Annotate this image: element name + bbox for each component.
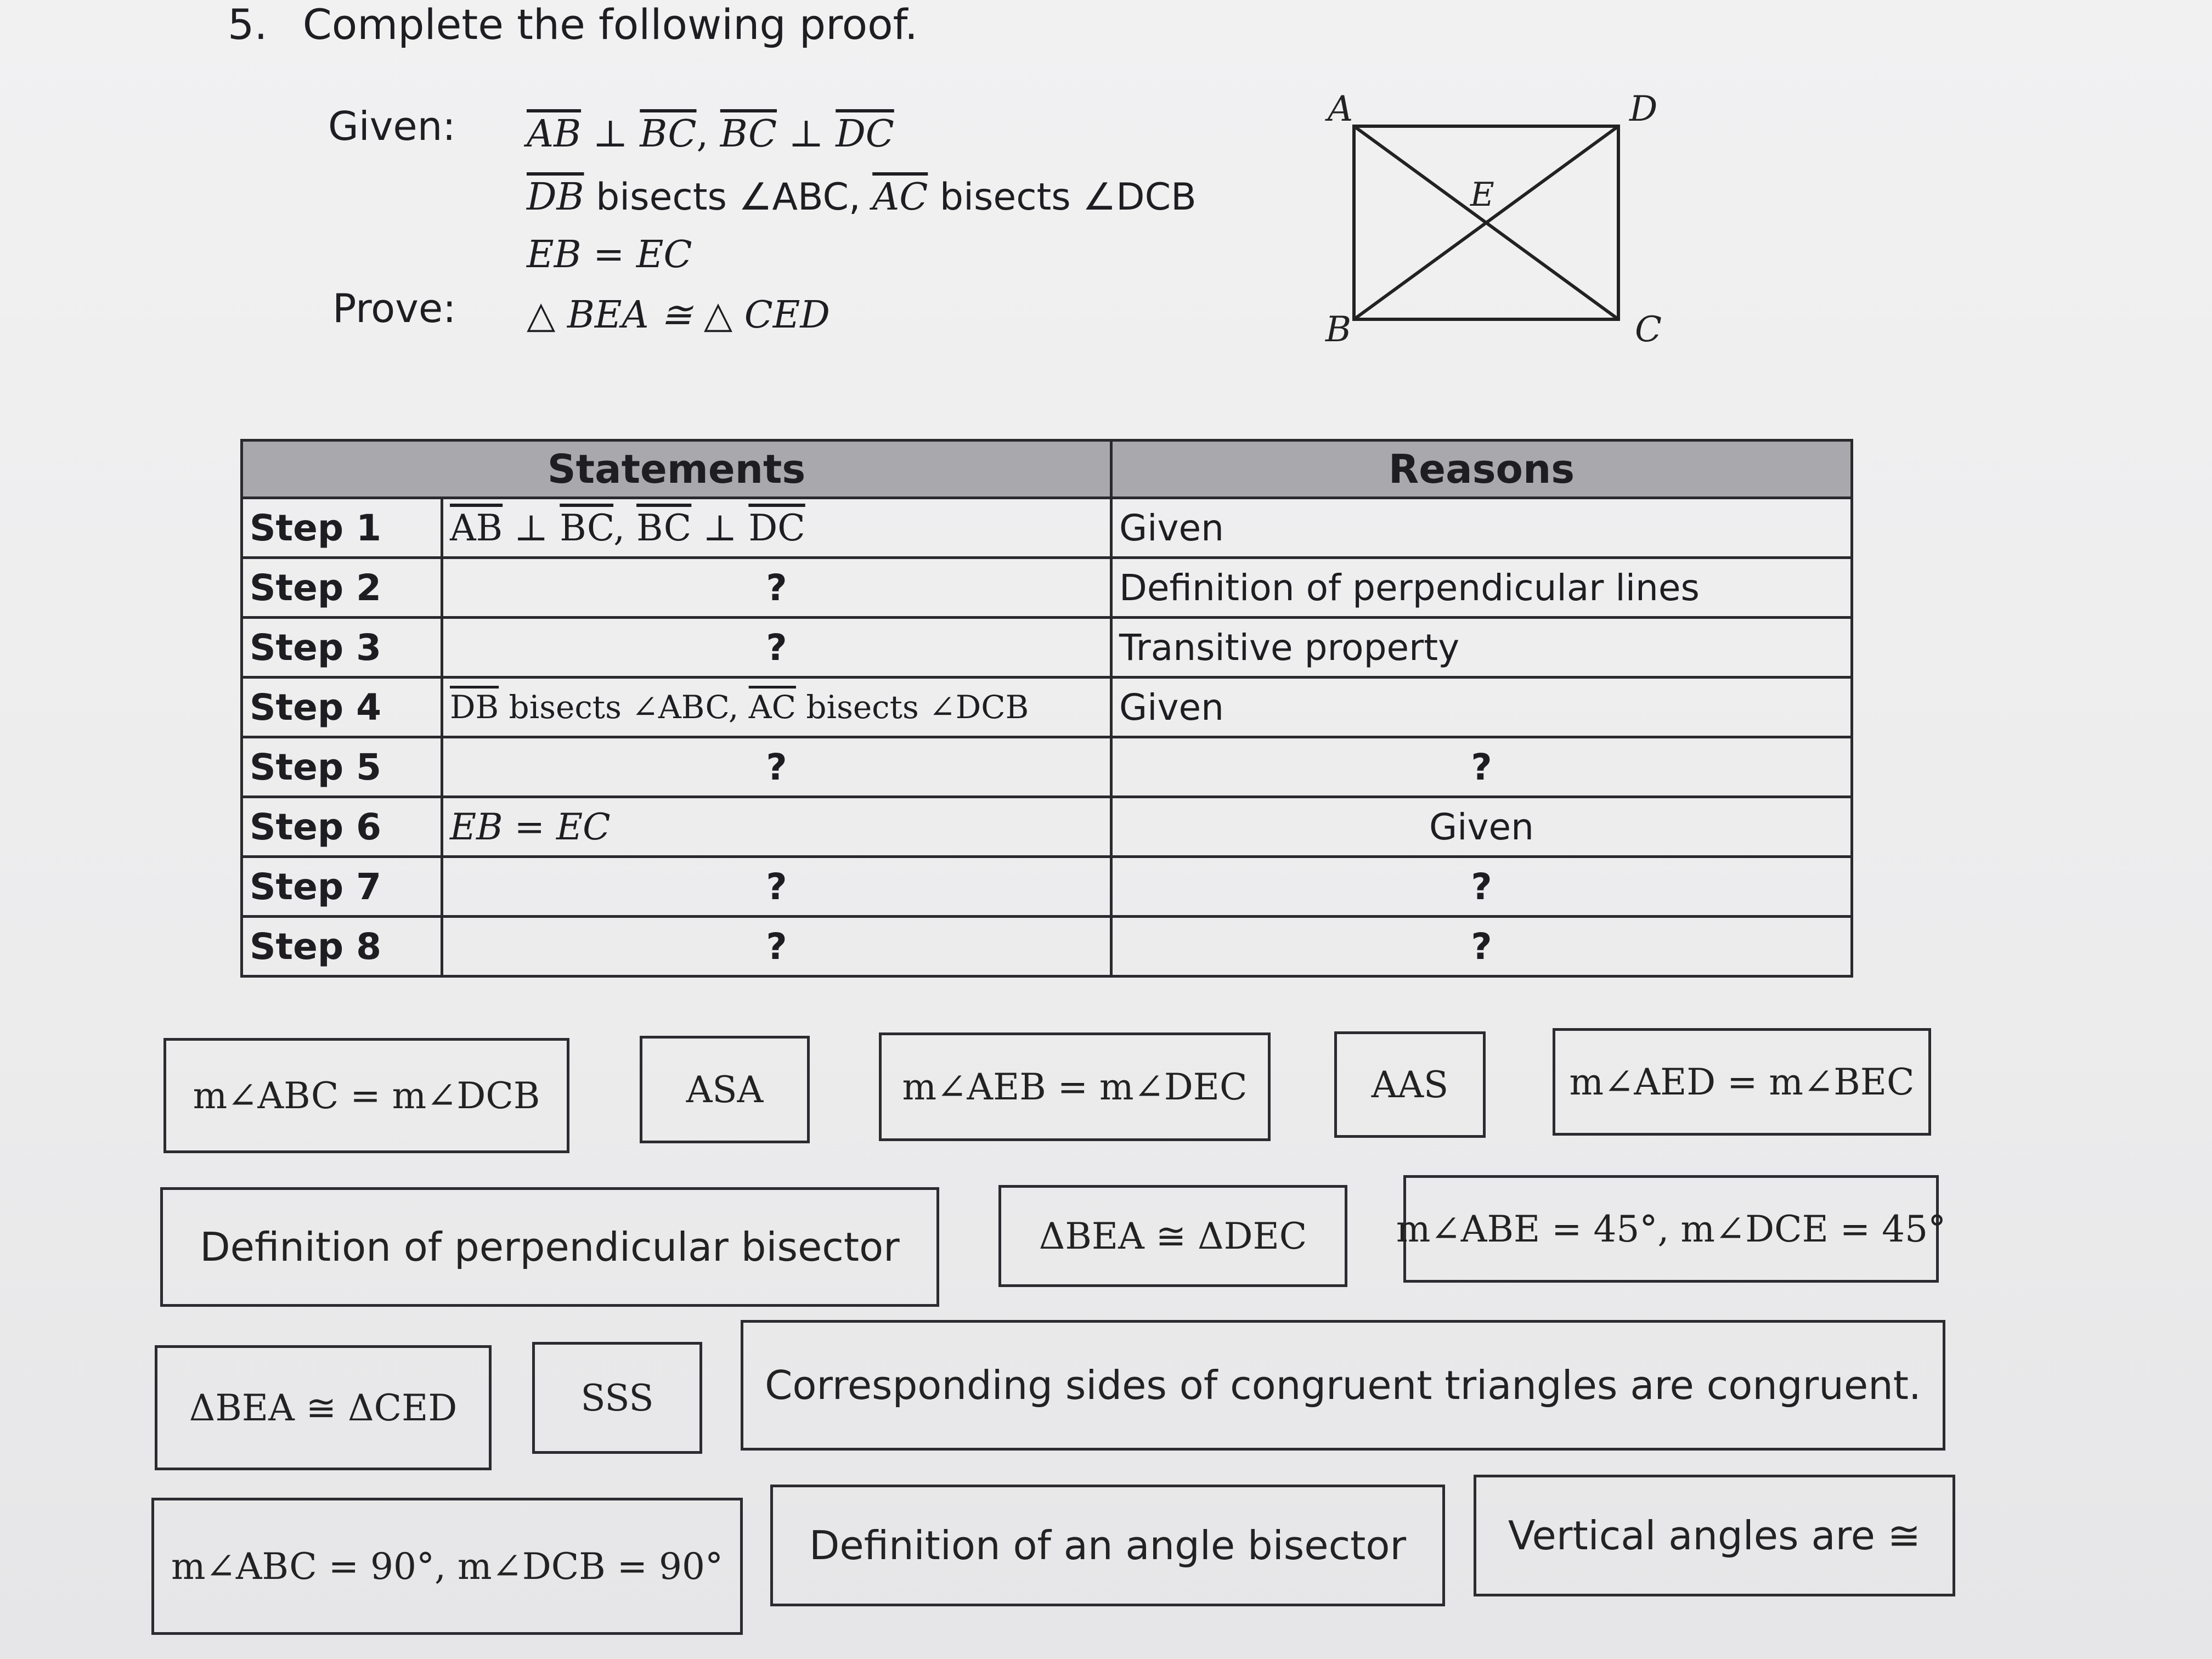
answer-choice[interactable]: m∠ABC = m∠DCB (163, 1038, 569, 1153)
segment-ab: $\overline{AB}$ (450, 506, 503, 549)
segment-bc-2: $\overline{BC}$ (636, 506, 692, 549)
answer-choice[interactable]: m∠AEB = m∠DEC (879, 1032, 1271, 1141)
answer-choice[interactable]: m∠ABE = 45°, m∠DCE = 45° (1403, 1175, 1939, 1283)
question-instruction: Complete the following proof. (302, 0, 918, 49)
step-label: Step 7 (242, 857, 442, 917)
table-row (242, 618, 1852, 678)
answer-choice[interactable]: m∠AED = m∠BEC (1553, 1028, 1931, 1136)
segment-ac: $\overline{AC}$ (872, 176, 928, 219)
bisects-abc-text: bisects ∠ABC, (499, 689, 749, 726)
answer-choice[interactable]: AAS (1334, 1031, 1486, 1138)
reason-blank[interactable]: ? (1111, 737, 1852, 797)
segment-db: $\overline{DB}$ (450, 689, 499, 726)
prove-statement: △ BEA ≅ △ CED (527, 294, 830, 337)
segment-dc: $\overline{DC}$ (748, 506, 805, 549)
segment-dc: $\overline{DC}$ (836, 112, 894, 156)
answer-choice[interactable]: ΔBEA ≅ ΔDEC (998, 1185, 1347, 1287)
perp-symbol-2: ⊥ (691, 506, 749, 549)
point-d-label: D (1629, 89, 1658, 129)
perp-symbol: ⊥ (503, 506, 560, 549)
given-label: Given: (328, 103, 456, 149)
perp-symbol-2: ⊥ (777, 112, 836, 156)
reasons-header: Reasons (1111, 441, 1852, 498)
answer-choice[interactable]: m∠ABC = 90°, m∠DCB = 90° (151, 1498, 743, 1635)
statements-header: Statements (242, 441, 1111, 498)
reason-cell: Transitive property (1111, 618, 1852, 678)
statement-blank[interactable]: ? (442, 558, 1111, 618)
bisects-dcb-text: bisects ∠DCB (795, 689, 1029, 726)
table-row (242, 797, 1852, 857)
reason-cell: Given (1111, 678, 1852, 737)
separator: , (696, 112, 720, 156)
point-b-label: B (1325, 309, 1352, 350)
statement-blank[interactable]: ? (442, 917, 1111, 977)
answer-choice[interactable]: Definition of an angle bisector (770, 1485, 1445, 1606)
statement-blank[interactable]: ? (442, 857, 1111, 917)
reason-blank[interactable]: ? (1111, 857, 1852, 917)
perp-symbol: ⊥ (581, 112, 640, 156)
table-row (242, 857, 1852, 917)
segment-ac: $\overline{AC}$ (748, 689, 796, 726)
table-row (242, 678, 1852, 737)
reason-cell: Definition of perpendicular lines (1111, 558, 1852, 618)
step-label: Step 1 (242, 498, 442, 558)
statement-cell (442, 678, 1111, 737)
answer-choice[interactable]: ΔBEA ≅ ΔCED (155, 1345, 492, 1470)
statement-blank[interactable]: ? (442, 737, 1111, 797)
question-heading (228, 0, 918, 49)
reason-cell: Given (1111, 797, 1852, 857)
question-number: 5. (228, 0, 268, 49)
point-a-label: A (1328, 89, 1353, 129)
answer-choice[interactable]: Definition of perpendicular bisector (160, 1187, 939, 1307)
given-line-3: EB = EC (527, 233, 692, 276)
step-label: Step 2 (242, 558, 442, 618)
table-row (242, 917, 1852, 977)
step-label: Step 3 (242, 618, 442, 678)
separator: , (613, 506, 637, 549)
answer-choice[interactable]: Corresponding sides of congruent triangles are congruent. (741, 1320, 1945, 1451)
reason-cell: Given (1111, 498, 1852, 558)
table-header-row (242, 441, 1852, 498)
segment-db: $\overline{DB}$ (527, 176, 584, 219)
segment-bc: $\overline{BC}$ (640, 112, 697, 156)
bisects-dcb-text: bisects ∠DCB (928, 176, 1197, 219)
statement-blank[interactable]: ? (442, 618, 1111, 678)
answer-choice[interactable]: ASA (640, 1036, 810, 1143)
segment-ab: $\overline{AB}$ (527, 112, 582, 156)
step-label: Step 6 (242, 797, 442, 857)
reason-blank[interactable]: ? (1111, 917, 1852, 977)
statement-cell: EB = EC (442, 797, 1111, 857)
table-row (242, 558, 1852, 618)
bisects-abc-text: bisects ∠ABC, (584, 176, 873, 219)
segment-bc: $\overline{BC}$ (560, 506, 614, 549)
prove-label: Prove: (332, 285, 456, 331)
given-line-2 (527, 176, 1197, 219)
point-e-label: E (1470, 176, 1494, 214)
step-label: Step 4 (242, 678, 442, 737)
table-row (242, 498, 1852, 558)
answer-choice[interactable]: SSS (532, 1342, 702, 1454)
geometry-diagram (1306, 88, 1690, 351)
given-line-1 (527, 112, 894, 156)
step-label: Step 5 (242, 737, 442, 797)
segment-bc-2: $\overline{BC}$ (720, 112, 777, 156)
point-c-label: C (1635, 309, 1662, 350)
table-row (242, 737, 1852, 797)
statement-cell (442, 498, 1111, 558)
step-label: Step 8 (242, 917, 442, 977)
answer-choice[interactable]: Vertical angles are ≅ (1474, 1475, 1955, 1596)
proof-table (240, 439, 1853, 978)
